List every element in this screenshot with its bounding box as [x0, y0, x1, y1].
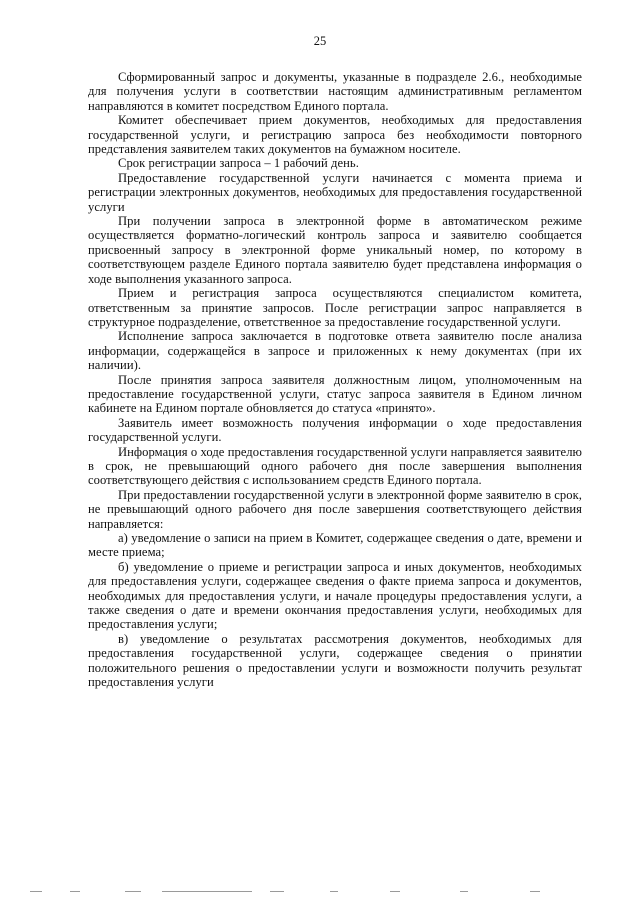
paragraph-registration-term: Срок регистрации запроса – 1 рабочий день.: [118, 156, 359, 171]
paragraph-progress-information: Информация о ходе предоставления государственной услуги направляется заявителю в срок, не превышающий одного рабочего дня после завершения выполнения соответствующего действия с использованием средств Единого портала.: [88, 444, 582, 488]
paragraph-reception-registration: Прием и регистрация запроса осуществляются специалистом комитета, ответственным за принятие запросов. После регистрации запрос направляется в структурное подразделение, ответственное за предоставление государственной услуги.: [88, 286, 582, 329]
list-item-appointment-notice: а) уведомление о записи на прием в Комитет, содержащее сведения о дате, времени и месте приема;: [88, 531, 582, 560]
paragraph-status-update: После принятия запроса заявителя должностным лицом, уполномоченным на предоставление государственной услуги, статус запроса заявителя в Едином личном кабинете на Едином портале обновляется до статуса «принято».: [88, 372, 582, 416]
paragraph-request-execution: Исполнение запроса заключается в подготовке ответа заявителю после анализа информации, содержащейся в запросе и приложенных к нему документах (при их наличии).: [88, 329, 582, 373]
paragraph-applicant-information: Заявитель имеет возможность получения информации о ходе предоставления государственной услуги.: [88, 415, 582, 445]
paragraph-automatic-control: При получении запроса в электронной форме в автоматическом режиме осуществляется форматно-логический контроль запроса и заявителю сообщается присвоенный запросу в электронной форме уникальный номер, по которому в соответствующем разделе Единого портала заявителю будет представлена информация о ходе выполнения указанного запроса.: [88, 214, 582, 286]
page-number: 25: [313, 34, 327, 48]
paragraph-electronic-notifications: При предоставлении государственной услуги в электронной форме заявителю в срок, не превышающий одного рабочего дня после завершения соответствующего действия направляется:: [88, 487, 582, 531]
document-body: [88, 70, 582, 689]
paragraph-committee-receipt: Комитет обеспечивает прием документов, необходимых для предоставления государственной услуги, и регистрацию запроса без необходимости повторного представления заявителем таких документов на бумажном носителе.: [88, 113, 582, 157]
scan-footer-marks: [30, 891, 590, 897]
list-item-result-notice: в) уведомление о результатах рассмотрения документов, необходимых для предоставления государственной услуги, содержащее сведения о принятии положительного решения о предоставлении услуги и возможности получить результат предоставления услуги: [88, 631, 582, 690]
paragraph-submission: Сформированный запрос и документы, указанные в подразделе 2.6., необходимые для получения услуги в соответствии настоящим административным регламентом направляются в комитет посредством Единого портала.: [88, 70, 582, 113]
list-item-registration-notice: б) уведомление о приеме и регистрации запроса и иных документов, необходимых для предоставления услуги, содержащее сведения о факте приема запроса и документов, необходимых для предоставления услуги, и начале процедуры предоставления услуги, а также сведения о дате и времени окончания предоставления услуги, необходимых для предоставления услуги;: [88, 559, 582, 632]
paragraph-service-start: Предоставление государственной услуги начинается с момента приема и регистрации электронных документов, необходимых для предоставления государственной услуги: [88, 170, 582, 214]
